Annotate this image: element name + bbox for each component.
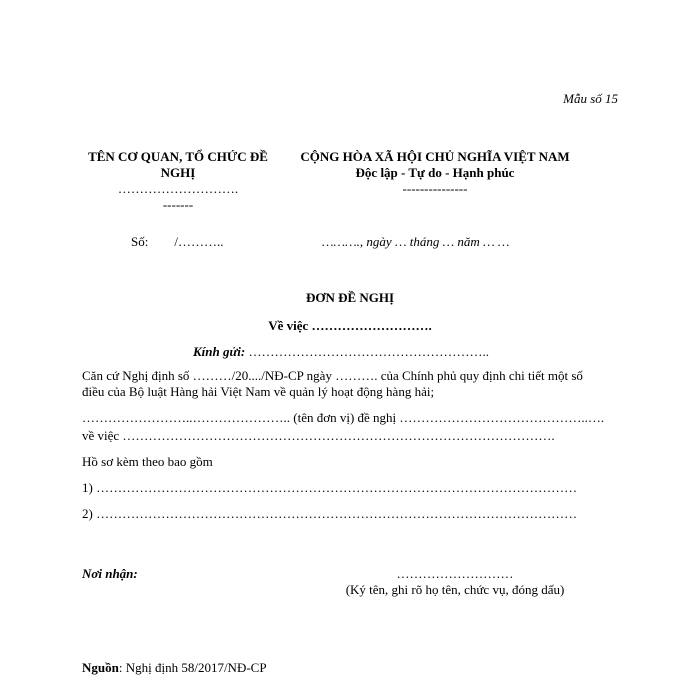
attachments-heading: Hồ sơ kèm theo bao gồm [82,454,213,469]
document-number-label: Số: [131,234,149,249]
document-title: ĐƠN ĐỀ NGHỊ [305,290,395,305]
form-number: Mẫu số 15 [563,91,618,106]
source-label: Nguồn [82,660,119,675]
source-line [82,660,267,676]
signature-blank: ……………………… [396,566,514,581]
organization-divider: ------- [162,197,194,212]
attachment-item-2: 2) ………………………………………………………………………………………………… [82,506,578,521]
document-number-line [131,234,223,250]
source-value: : Nghị định 58/2017/NĐ-CP [118,660,267,675]
body-line-3: ……………………..………………….. (tên đơn vị) đề nghị ……………………………………..…. [82,410,605,425]
signature-caption: (Ký tên, ghi rõ họ tên, chức vụ, đóng dấu) [345,582,565,597]
nation-name: CỘNG HÒA XÃ HỘI CHỦ NGHĨA VIỆT NAM [300,149,570,164]
national-header-block [285,149,585,197]
organization-name: TÊN CƠ QUAN, TỔ CHỨC ĐỀ NGHỊ [88,149,268,180]
addressee-line [193,344,489,360]
addressee-value: ……………………………………………….. [245,344,489,359]
recipients-label: Nơi nhận: [82,566,138,581]
body-line-2: điều của Bộ luật Hàng hải Việt Nam về quản lý hoạt động hàng hải; [82,384,435,399]
document-number-value: /……….. [174,234,224,249]
addressee-label: Kính gửi: [193,344,246,359]
subject-line: Về việc ………………………. [268,318,432,333]
nation-motto: Độc lập - Tự do - Hạnh phúc [355,165,515,180]
signature-block [330,566,580,598]
nation-divider: --------------- [402,181,468,196]
date-line: ………., ngày … tháng … năm … … [322,234,510,249]
issuing-organization-block [80,149,276,213]
attachment-item-1: 1) ………………………………………………………………………………………………… [82,480,578,495]
organization-blank: ………………………. [117,181,239,196]
body-line-1: Căn cứ Nghị định số ………/20..../NĐ-CP ngày ………. của Chính phủ quy định chi tiết một số [82,368,583,383]
body-line-4: về việc ………………………………………………………………………………………. [82,428,555,443]
